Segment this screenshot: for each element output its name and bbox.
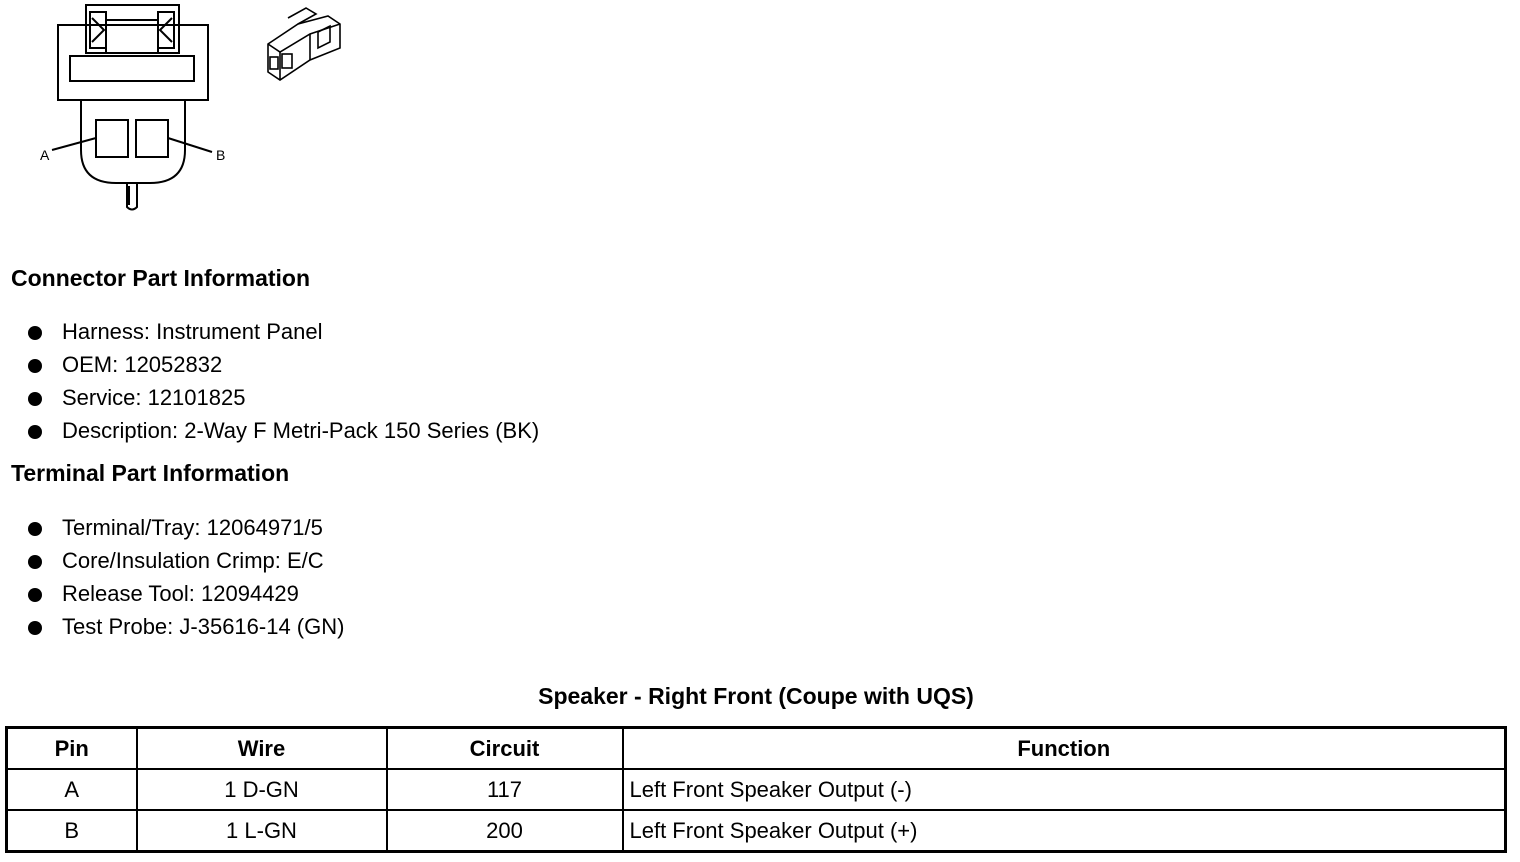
list-item: OEM: 12052832 (28, 351, 539, 384)
connector-isometric-sketch (258, 2, 346, 90)
list-item: Release Tool: 12094429 (28, 580, 344, 613)
col-header-wire: Wire (137, 728, 387, 770)
bullet-icon (28, 555, 42, 569)
circuit-cell: 200 (387, 810, 623, 852)
pin-cell: A (7, 769, 137, 810)
terminal-part-info-list (28, 514, 344, 646)
table-header-row (7, 728, 1506, 770)
function-cell: Left Front Speaker Output (-) (623, 769, 1506, 810)
bullet-icon (28, 359, 42, 373)
table-row (7, 810, 1506, 852)
pin-cell: B (7, 810, 137, 852)
pin-table (5, 726, 1507, 853)
connector-part-info-heading: Connector Part Information (11, 265, 311, 291)
pin-b-label: B (216, 147, 226, 163)
connector-front-view-diagram (36, 0, 236, 215)
circuit-cell: 117 (387, 769, 623, 810)
bullet-icon (28, 326, 42, 340)
connector-part-info-list (28, 318, 539, 450)
bullet-icon (28, 621, 42, 635)
col-header-pin: Pin (7, 728, 137, 770)
list-item: Service: 12101825 (28, 384, 539, 417)
col-header-function: Function (623, 728, 1506, 770)
bullet-icon (28, 392, 42, 406)
pin-table-title: Speaker - Right Front (Coupe with UQS) (538, 683, 974, 709)
bullet-icon (28, 425, 42, 439)
bullet-icon (28, 588, 42, 602)
function-cell: Left Front Speaker Output (+) (623, 810, 1506, 852)
list-item: Description: 2-Way F Metri-Pack 150 Series (BK) (28, 417, 539, 450)
wire-cell: 1 D-GN (137, 769, 387, 810)
wire-cell: 1 L-GN (137, 810, 387, 852)
table-row (7, 769, 1506, 810)
list-item: Harness: Instrument Panel (28, 318, 539, 351)
list-item: Test Probe: J-35616-14 (GN) (28, 613, 344, 646)
pin-a-label: A (40, 147, 50, 163)
bullet-icon (28, 522, 42, 536)
terminal-part-info-heading: Terminal Part Information (11, 460, 290, 486)
list-item: Terminal/Tray: 12064971/5 (28, 514, 344, 547)
col-header-circuit: Circuit (387, 728, 623, 770)
list-item: Core/Insulation Crimp: E/C (28, 547, 344, 580)
